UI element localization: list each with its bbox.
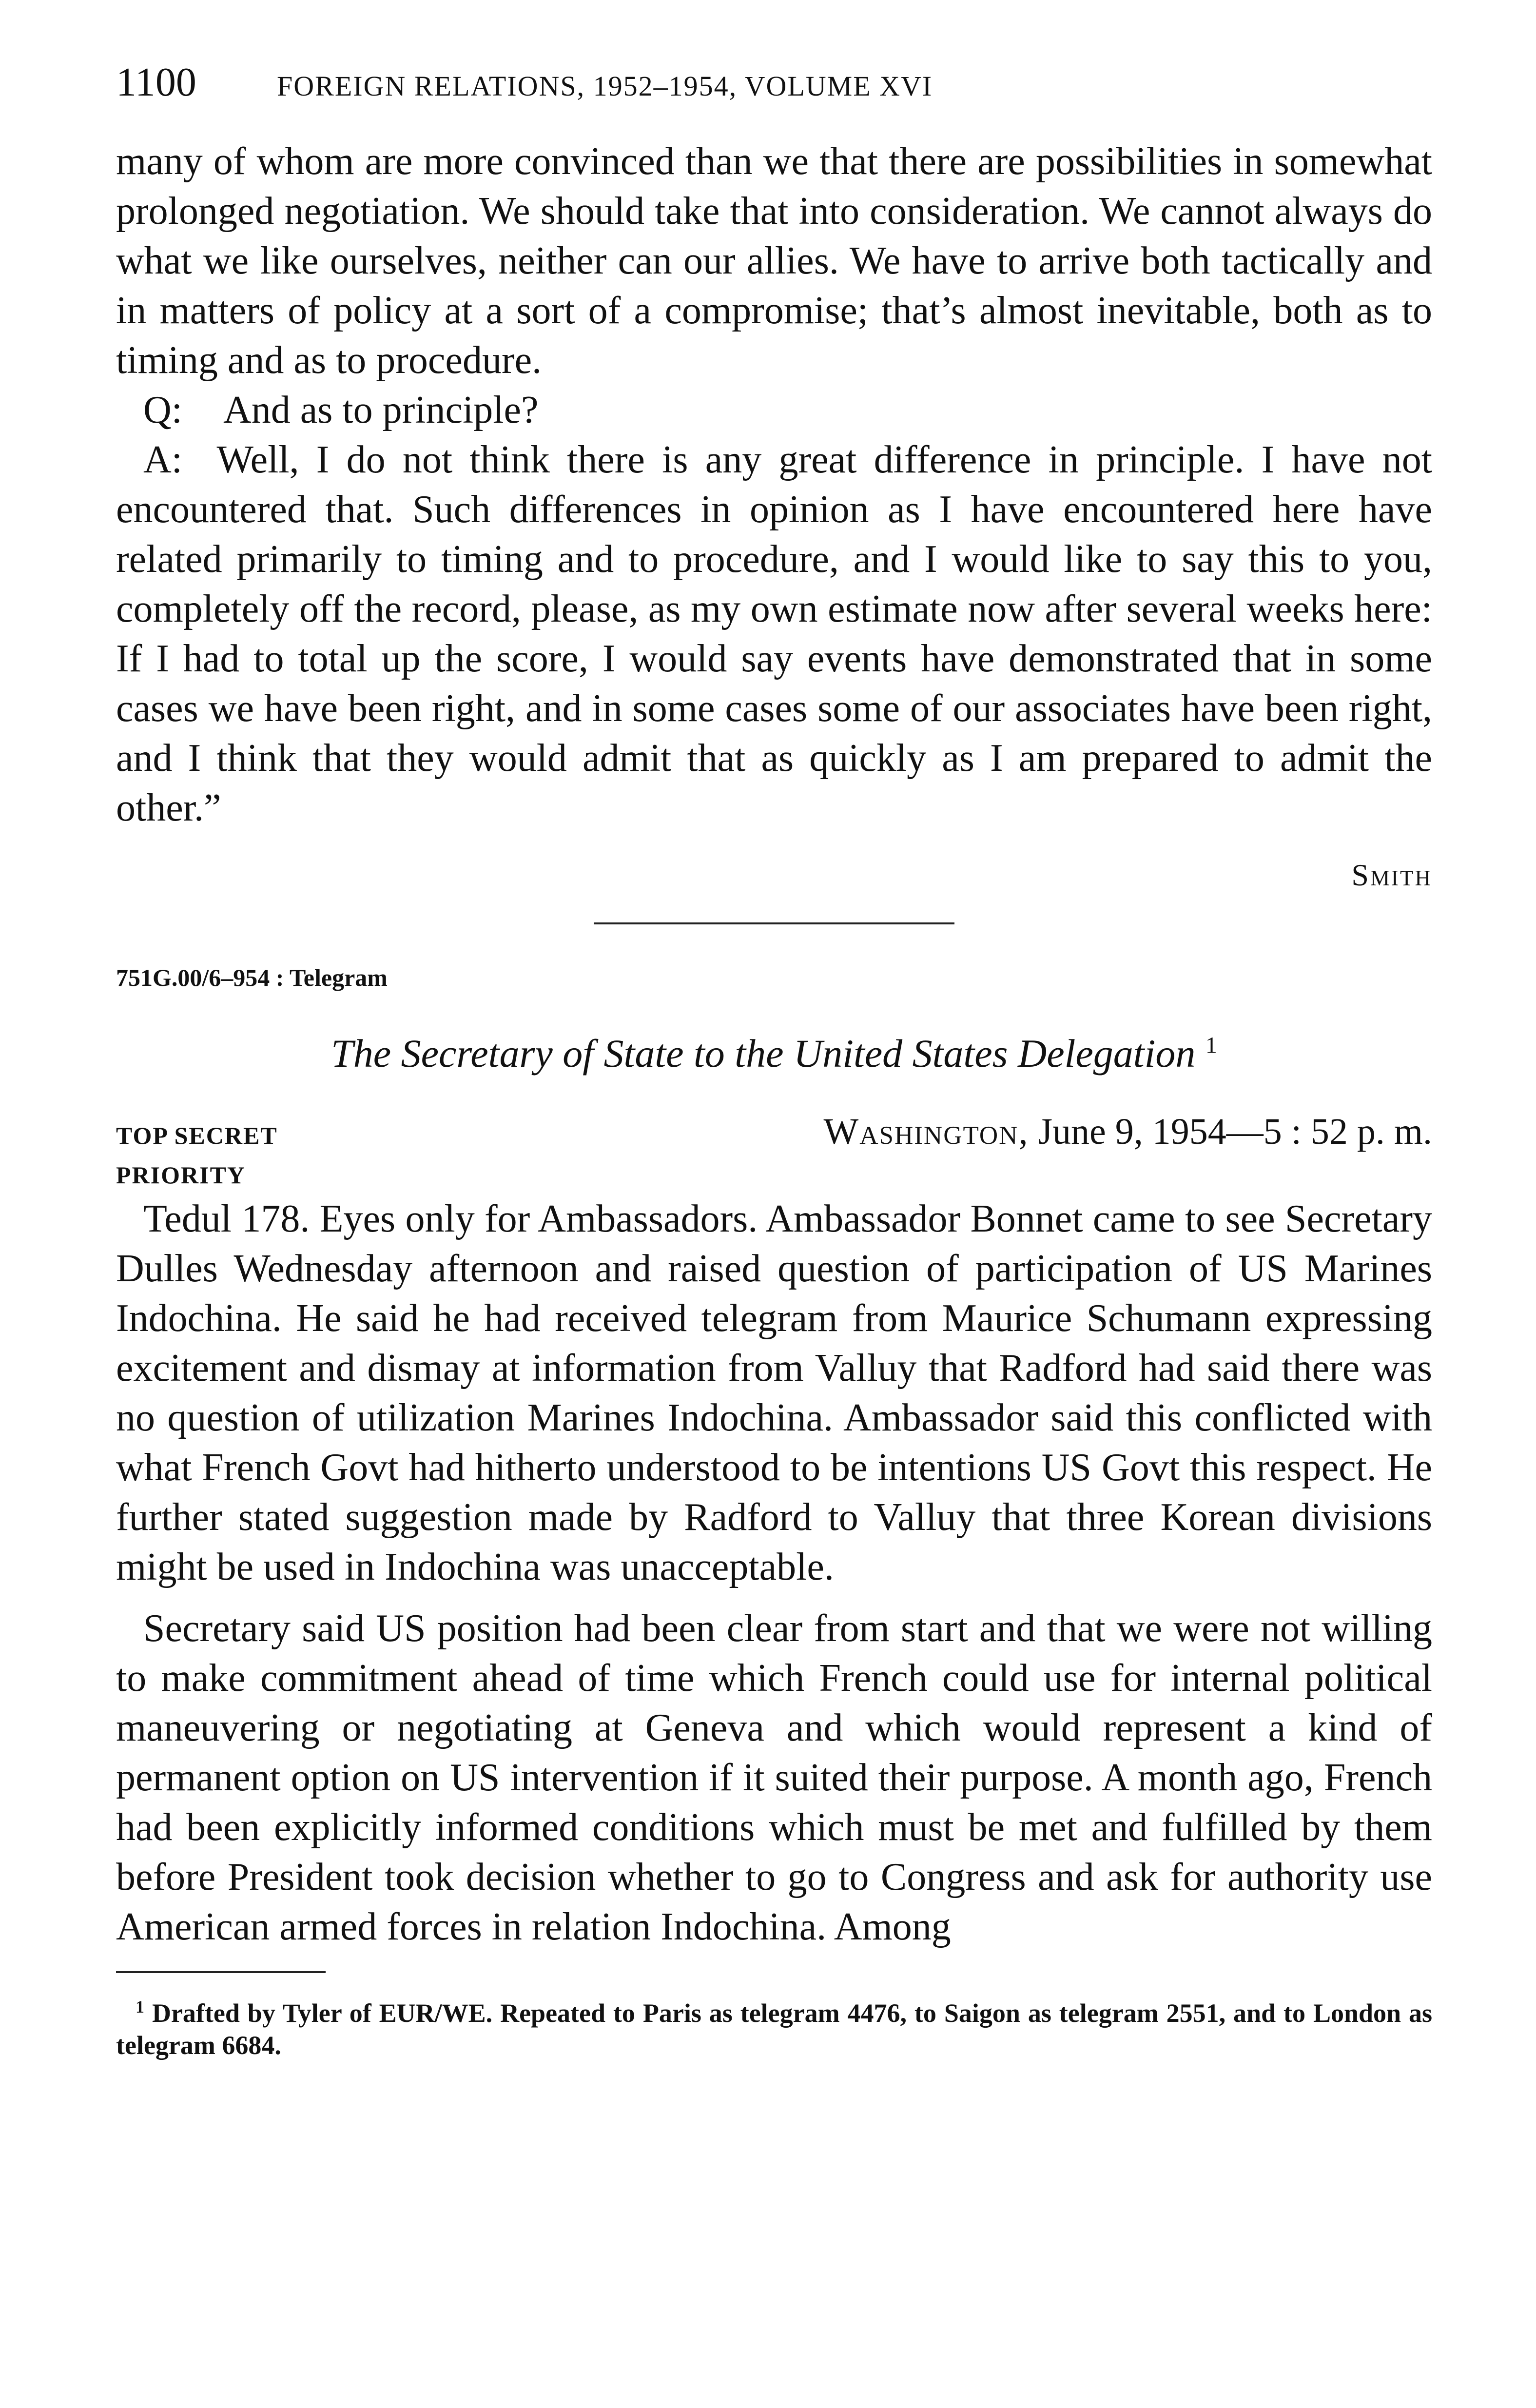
running-title: FOREIGN RELATIONS, 1952–1954, VOLUME XVI <box>277 70 933 102</box>
meta-row <box>116 1111 1432 1153</box>
page <box>116 59 1432 2061</box>
file-reference: 751G.00/6–954 : Telegram <box>116 964 388 991</box>
document-title <box>116 1031 1432 1077</box>
page-number: 1100 <box>116 59 196 105</box>
continued-paragraph: many of whom are more convinced than we that there are possibilities in somewhat prolonged negotiation. We should take that into consideration. We cannot always do what we like ourselves, neither can our allies. We have to arrive both tactically and in matters of policy at a sort of a compromise; that’s almost inevitable, both as to timing and as to procedure. <box>116 140 1432 382</box>
dateline-place: Washington, <box>823 1111 1029 1152</box>
priority: PRIORITY <box>116 1161 246 1189</box>
answer-text: Well, I do not think there is any great difference in principle. I have not encountered that. Such differences in opinion as I have encountered here have related primarily to timing and to procedure, and I would like to say this to you, completely off the record, please, as my own estimate now after several weeks here: If I had to total up the score, I would say events have demonstrated that in some cases we have been right, and in some cases some of our associates have been right, and I think that they would admit that as quickly as I am prepared to admit the other.” <box>116 438 1433 829</box>
footnote-number: 1 <box>136 1997 144 2016</box>
dateline <box>824 1111 1432 1153</box>
footnote-marker: 1 <box>1205 1032 1217 1058</box>
running-head <box>116 59 1432 137</box>
answer-label: A: <box>143 438 182 481</box>
signature: Smith <box>1351 858 1432 892</box>
section-divider <box>594 922 954 924</box>
footnote <box>116 1991 1432 2061</box>
document-title-text: The Secretary of State to the United States Delegation <box>331 1031 1196 1076</box>
telegram-paragraph-2: Secretary said US position had been clear from start and that we were not willing to make commitment ahead of time which French could use for internal political maneuvering or negotiating at Geneva and which would represent a kind of permanent option on US intervention if it suited their purpose. A month ago, French had been explicitly informed conditions which must be met and fulfilled by them before President took decision whether to go to Congress and ask for authority use American armed forces in relation Indochina. Among <box>116 1607 1432 1948</box>
question-label: Q: <box>143 389 182 431</box>
telegram-paragraph-1: Tedul 178. Eyes only for Ambassadors. Ambassador Bonnet came to see Secretary Dulles Wednesday afternoon and raised question of participation of US Marines Indochina. He said he had received telegram from Maurice Schumann expressing excitement and dismay at information from Valluy that Radford had said there was no question of utilization Marines Indochina. Ambassador said this conflicted with what French Govt had hitherto understood to be intentions US Govt this respect. He further stated suggestion made by Radford to Valluy that three Korean divisions might be used in Indochina was unacceptable. <box>116 1197 1432 1588</box>
footnote-text: Drafted by Tyler of EUR/WE. Repeated to Paris as telegram 4476, to Saigon as telegram 2551, and to London as telegram 6684. <box>116 1998 1433 2060</box>
question-text: And as to principle? <box>223 389 539 431</box>
question-line <box>116 385 1432 435</box>
classification: TOP SECRET <box>116 1122 278 1149</box>
answer-paragraph <box>116 435 1432 833</box>
dateline-time: June 9, 1954—5 : 52 p. m. <box>1029 1111 1432 1152</box>
footnote-rule <box>116 1971 326 1973</box>
